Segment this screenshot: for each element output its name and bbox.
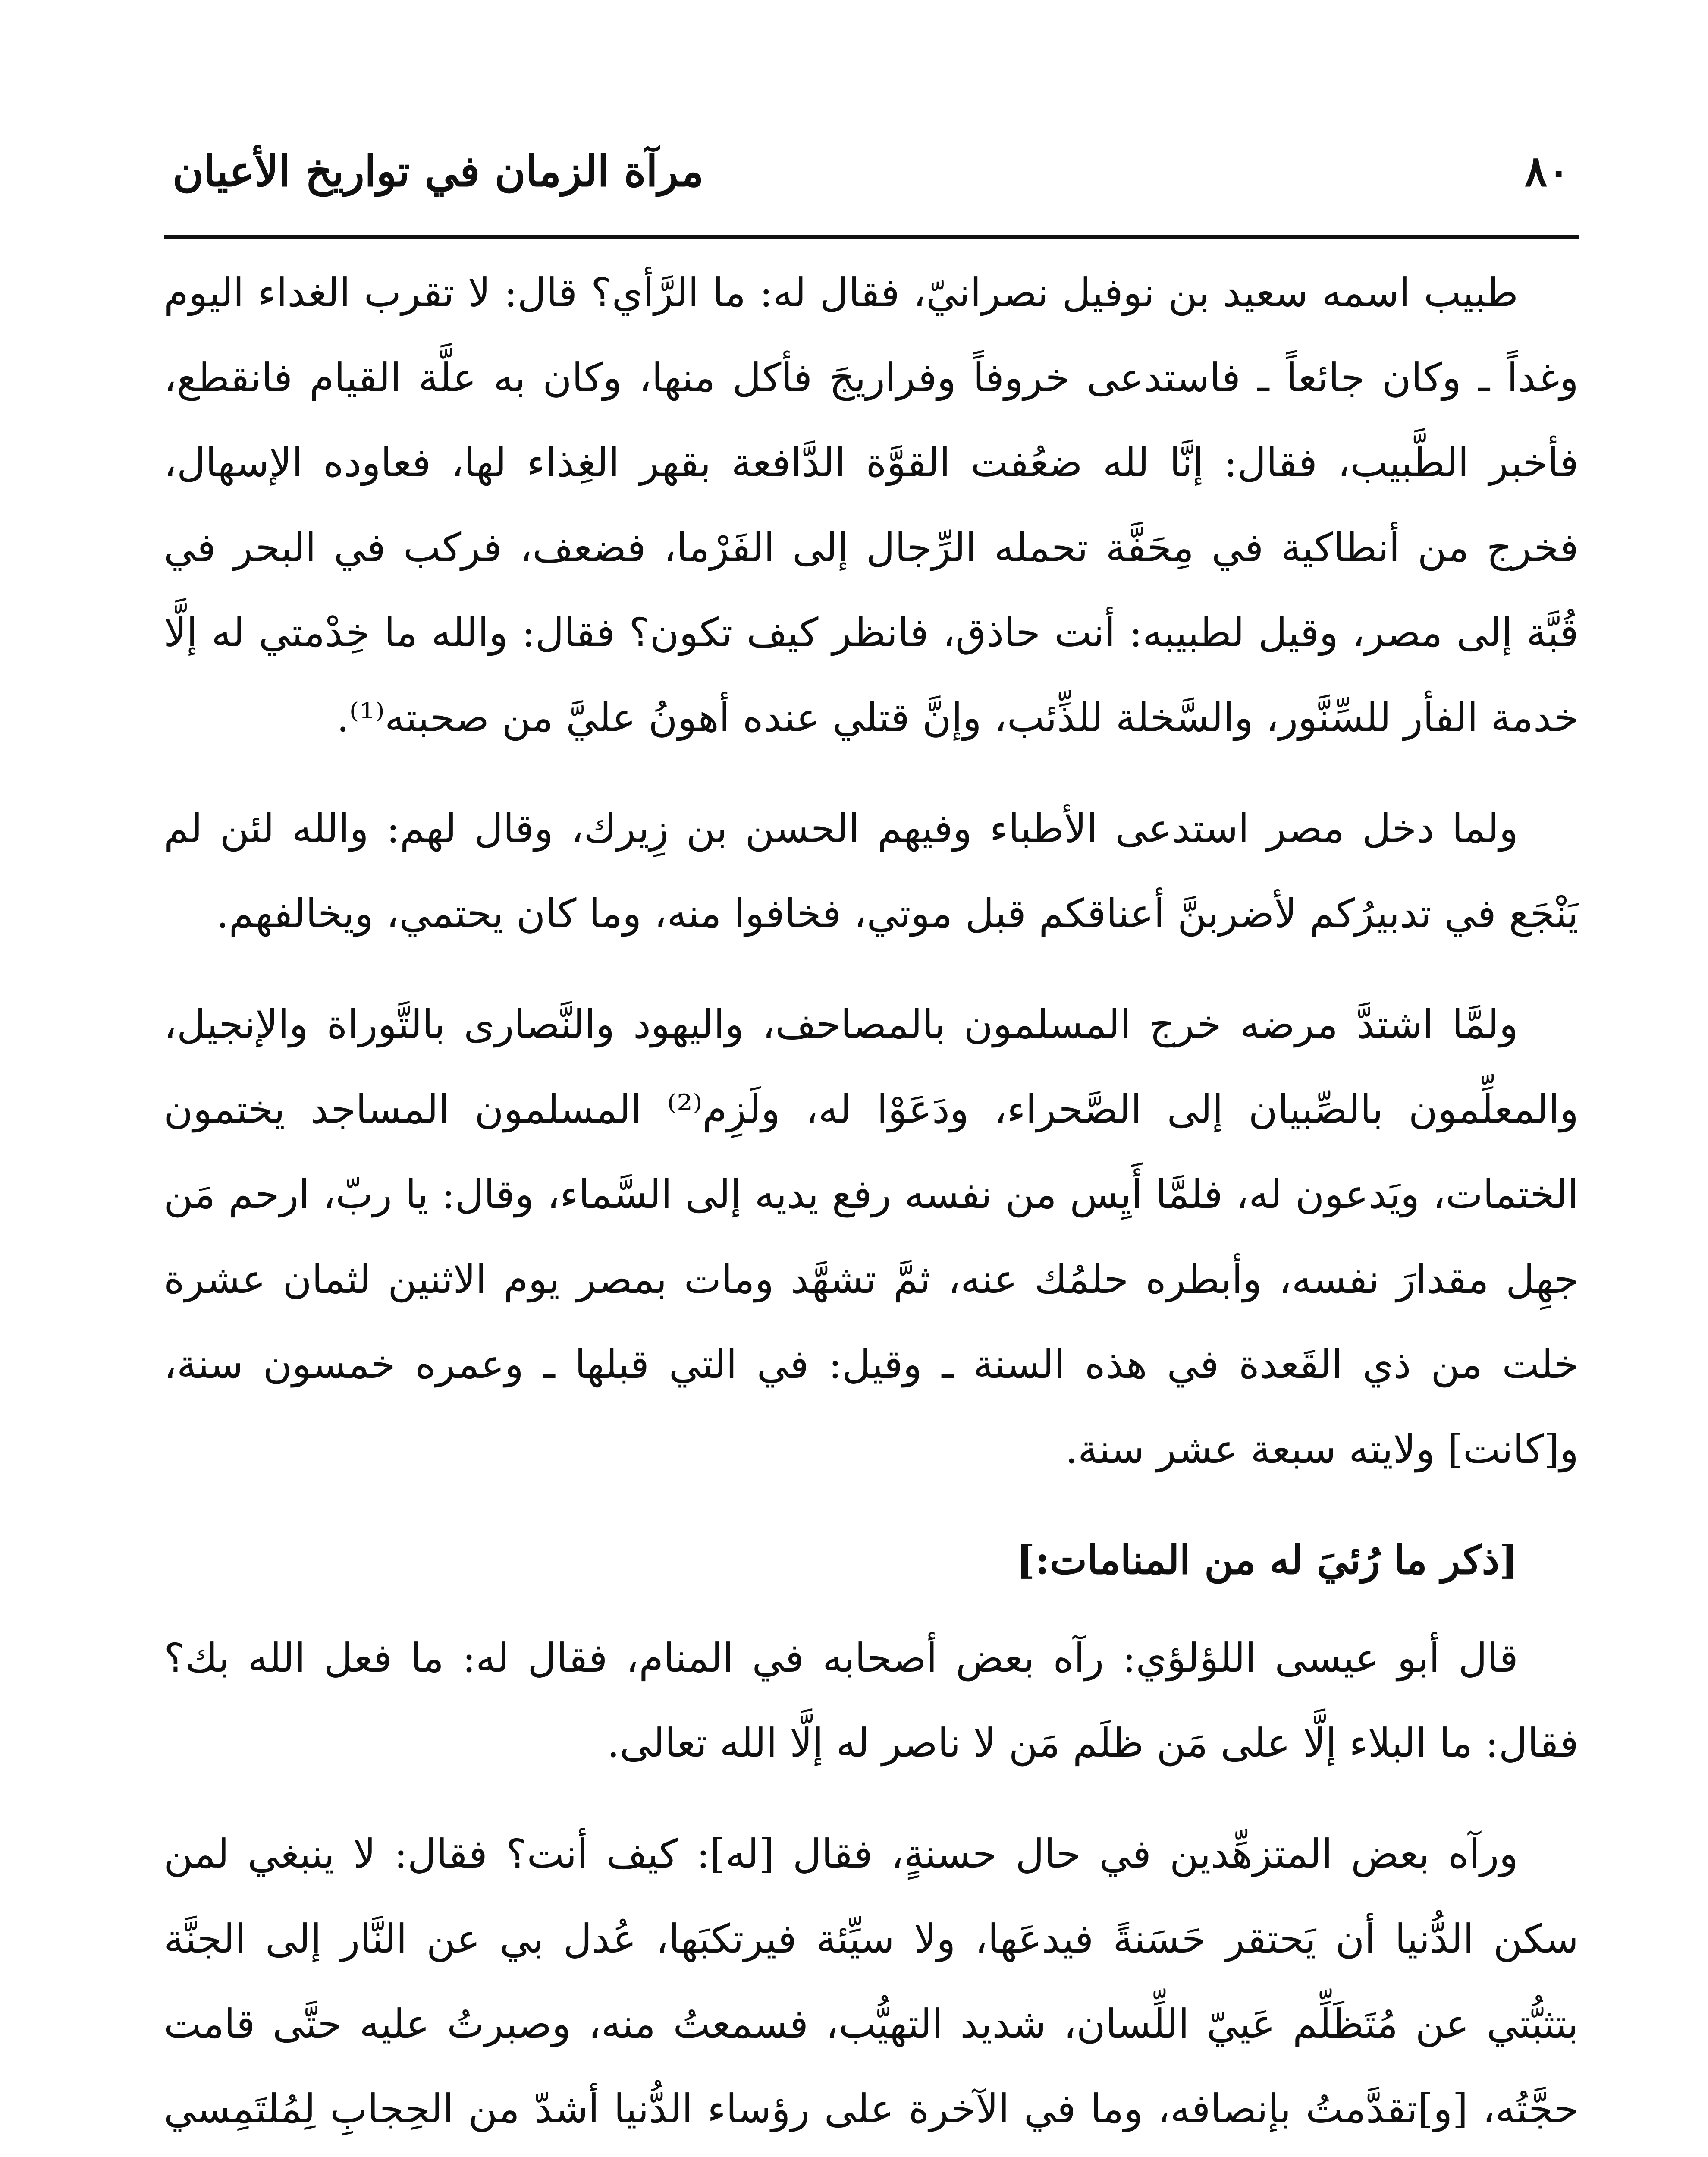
paragraph-5: ورآه بعض المتزهِّدين في حال حسنةٍ، فقال [له]: كيف أنت؟ فقال: لا ينبغي لمن سكن الدُّنيا أن يَحتقر حَسَنةً فيدعَها، ولا سيِّئة فيرتكبَها، عُدل بي عن النَّار إلى الجنَّة بتثبُّتي عن مُتَظَلِّم عَييّ اللِّسان، شديد التهيُّب، فسمعتُ منه، وصبرتُ عليه حتَّى قامت حجَّتُه، [و]تقدَّمتُ بإنصافه، وما في الآخرة على رؤساء الدُّنيا أشدّ من الحِجابِ لِمُلتَمِسي <box>164 1831 1579 2132</box>
section-heading: [ذكر ما رُئيَ له من المنامات:] <box>1016 1537 1518 1583</box>
paragraph-2: ولما دخل مصر استدعى الأطباء وفيهم الحسن بن زِيرك، وقال لهم: والله لئن لم يَنْجَع في تدبيرُكم لأضربنَّ أعناقكم قبل موتي، فخافوا منه، وما كان يحتمي، ويخالفهم. <box>164 805 1579 937</box>
paragraph-4: قال أبو عيسى اللؤلؤي: رآه بعض أصحابه في المنام، فقال له: ما فعل الله بك؟ فقال: ما البلاء إلَّا على مَن ظلَم مَن لا ناصر له إلَّا الله تعالى. <box>164 1635 1579 1766</box>
paragraph-3: ولمَّا اشتدَّ مرضه خرج المسلمون بالمصاحف، واليهود والنَّصارى بالتَّوراة والإنجيل، والمعلِّمون بالصِّبيان إلى الصَّحراء، ودَعَوْا له، ولَزِم⁽²⁾ المسلمون المساجد يختمون الختمات، ويَدعون له، فلمَّا أَيِس من نفسه رفع يديه إلى السَّماء، وقال: يا ربّ، ارحم مَن جهِل مقدارَ نفسه، وأبطره حلمُك عنه، ثمَّ تشهَّد ومات بمصر يوم الاثنين لثمان عشرة خلت من ذي القَعدة في هذه السنة ـ وقيل: في التي قبلها ـ وعمره خمسون سنة، و[كانت] ولايته سبعة عشر سنة. <box>164 1001 1579 1472</box>
paragraph-1: طبيب اسمه سعيد بن نوفيل نصرانيّ، فقال له: ما الرَّأي؟ قال: لا تقرب الغداء اليوم وغداً ـ وكان جائعاً ـ فاستدعى خروفاً وفراريجَ فأكل منها، وكان به علَّة القيام فانقطع، فأخبر الطَّبيب، فقال: إنَّا لله ضعُفت القوَّة الدَّافعة بقهر الغِذاء لها، فعاوده الإسهال، فخرج من أنطاكية في مِحَفَّة تحمله الرِّجال إلى الفَرْما، فضعف، فركب في البحر في قُبَّة إلى مصر، وقيل لطبيبه: أنت حاذق، فانظر كيف تكون؟ فقال: والله ما خِدْمتي له إلَّا خدمة الفأر للسِّنَّور، والسَّخلة للذِّئب، وإنَّ قتلي عنده أهونُ عليَّ من صحبته⁽¹⁾. <box>164 270 1579 741</box>
running-header <box>164 129 1579 216</box>
main-text <box>164 250 1579 2157</box>
book-title: مرآة الزمان في تواريخ الأعيان <box>173 147 704 196</box>
page-number: ٨٠ <box>1524 147 1570 196</box>
header-rule <box>164 235 1579 239</box>
